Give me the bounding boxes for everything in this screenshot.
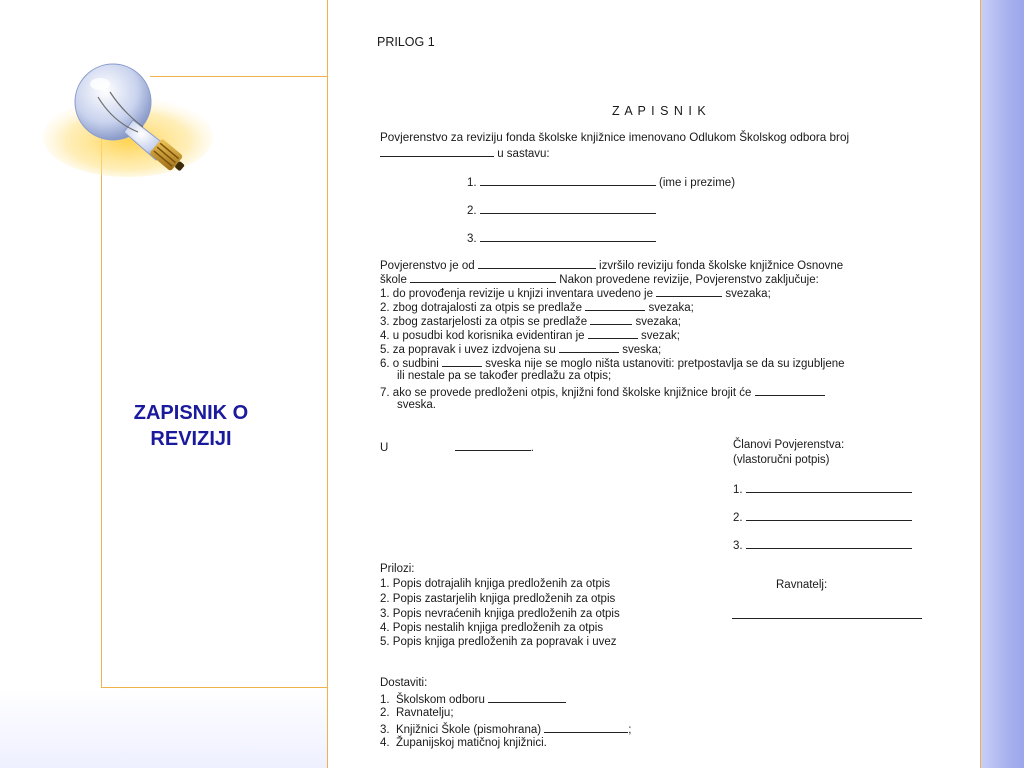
member-row-3	[467, 231, 656, 245]
left-bottom-tint	[0, 688, 327, 768]
member-name-blank	[480, 231, 656, 242]
revision-text-b: izvršilo reviziju fonda školske knjižnice Osnovne	[599, 260, 844, 272]
light-bulb-icon	[38, 52, 218, 182]
finding-item	[380, 286, 771, 300]
finding-blank	[755, 385, 825, 396]
signature-row	[733, 510, 912, 524]
member-row-1	[467, 175, 735, 189]
deliver-item: 3. Knjižnici Škole (pismohrana) ;	[380, 724, 632, 736]
deliver-text: Knjižnici Škole (pismohrana)	[395, 724, 542, 736]
finding-item	[380, 356, 845, 370]
member-number: 2.	[467, 205, 477, 217]
member-number: 1.	[467, 177, 477, 189]
odluka-number-blank	[380, 146, 494, 157]
signature-blank	[746, 538, 912, 549]
finding-text: do provođenja revizije u knjizi inventara uvedeno je	[392, 288, 653, 300]
signature-blank	[746, 510, 912, 521]
finding-number: 5.	[380, 344, 390, 356]
finding-text: sveska nije se moglo ništa ustanoviti: pretpostavlja se da su izgubljene	[485, 358, 845, 370]
finding-continuation: sveska.	[397, 399, 436, 411]
attachment-item: 1. Popis dotrajalih knjiga predloženih za otpis	[380, 578, 611, 590]
principal-label: Ravnatelj:	[776, 579, 828, 591]
document-heading: Z A P I S N I K	[612, 104, 707, 118]
finding-blank	[585, 300, 645, 311]
deliver-number: 1.	[380, 694, 390, 706]
slide-title-line-2: REVIZIJI	[150, 428, 232, 450]
finding-blank	[559, 342, 619, 353]
slide-title-line-1: ZAPISNIK O	[133, 402, 249, 424]
school-name-blank	[410, 272, 556, 283]
attachment-item: 2. Popis zastarjelih knjiga predloženih za otpis	[380, 593, 616, 605]
finding-blank	[590, 314, 632, 325]
finding-blank	[656, 286, 722, 297]
member-number: 3.	[467, 233, 477, 245]
finding-text: za popravak i uvez izdvojena su	[392, 344, 556, 356]
member-row-2	[467, 203, 656, 217]
finding-text: o sudbini	[392, 358, 439, 370]
place-date-row: U .	[380, 442, 534, 454]
intro-line-2-text: u sastavu:	[497, 148, 550, 160]
finding-text: ako se provede predloženi otpis, knjižni fond školske knjižnice brojit će	[392, 387, 752, 399]
deliver-number: 4.	[380, 737, 390, 749]
member-name-blank	[480, 203, 656, 214]
deliver-number: 3.	[380, 724, 390, 736]
right-gradient-band	[980, 0, 1024, 768]
signature-note: (vlastoručni potpis)	[733, 454, 830, 466]
finding-suffix: svezaka;	[725, 288, 771, 300]
revision-text-c: škole	[380, 274, 407, 286]
finding-number: 3.	[380, 316, 390, 328]
attachments-label: Prilozi:	[380, 563, 415, 575]
frame-bottom-line	[101, 687, 329, 688]
finding-number: 2.	[380, 302, 390, 314]
finding-item	[380, 328, 680, 342]
finding-number: 6.	[380, 358, 390, 370]
attachment-item: 5. Popis knjiga predloženih za popravak i uvez	[380, 636, 617, 648]
intro-line-2	[380, 146, 550, 160]
revision-paragraph-line-1	[380, 258, 935, 272]
finding-number: 1.	[380, 288, 390, 300]
principal-signature-row	[732, 608, 922, 622]
deliver-item	[380, 692, 566, 706]
place-label: U	[380, 442, 389, 454]
signature-blank	[746, 482, 912, 493]
deliver-label: Dostaviti:	[380, 677, 428, 689]
finding-continuation: ili nestale pa se također predlažu za otpis;	[397, 370, 612, 382]
signature-number: 3.	[733, 540, 743, 552]
date-blank	[478, 258, 596, 269]
deliver-blank	[544, 722, 628, 733]
finding-blank	[588, 328, 638, 339]
signature-row	[733, 538, 912, 552]
finding-suffix: svezaka;	[648, 302, 694, 314]
intro-line-1: Povjerenstvo za reviziju fonda školske knjižnice imenovano Odlukom Školskog odbora broj	[380, 131, 850, 144]
deliver-text: Ravnatelju;	[395, 707, 454, 719]
attachment-item: 3. Popis nevraćenih knjiga predloženih za otpis	[380, 608, 620, 620]
finding-item	[380, 385, 825, 399]
attachment-label: PRILOG 1	[377, 35, 435, 49]
revision-paragraph-line-2	[380, 272, 819, 286]
finding-item	[380, 314, 681, 328]
finding-suffix: svezak;	[641, 330, 680, 342]
revision-text-d: Nakon provedene revizije, Povjerenstvo zaključuje:	[559, 274, 819, 286]
deliver-blank	[488, 692, 566, 703]
revision-text-a: Povjerenstvo je od	[380, 260, 475, 272]
finding-suffix: sveska;	[622, 344, 662, 356]
signature-row	[733, 482, 912, 496]
member-note: (ime i prezime)	[659, 177, 736, 189]
deliver-text: Županijskoj matičnoj knjižnici.	[395, 737, 547, 749]
deliver-text: Školskom odboru	[395, 694, 485, 706]
signature-number: 1.	[733, 484, 743, 496]
deliver-number: 2.	[380, 707, 390, 719]
slide-title	[102, 400, 280, 452]
scanned-document	[328, 0, 980, 768]
finding-blank	[442, 356, 482, 367]
deliver-item	[380, 707, 454, 719]
finding-text: zbog dotrajalosti za otpis se predlaže	[392, 302, 583, 314]
finding-text: zbog zastarjelosti za otpis se predlaže	[392, 316, 588, 328]
principal-signature-blank	[732, 608, 922, 619]
finding-text: u posudbi kod korisnika evidentiran je	[392, 330, 585, 342]
deliver-item	[380, 737, 547, 749]
attachment-item: 4. Popis nestalih knjiga predloženih za otpis	[380, 622, 604, 634]
finding-item	[380, 342, 661, 356]
finding-suffix: svezaka;	[635, 316, 681, 328]
signature-number: 2.	[733, 512, 743, 524]
member-name-blank	[480, 175, 656, 186]
finding-number: 7.	[380, 387, 390, 399]
date-blank	[455, 440, 531, 451]
finding-item	[380, 300, 694, 314]
committee-members-label: Članovi Povjerenstva:	[733, 439, 845, 451]
finding-number: 4.	[380, 330, 390, 342]
